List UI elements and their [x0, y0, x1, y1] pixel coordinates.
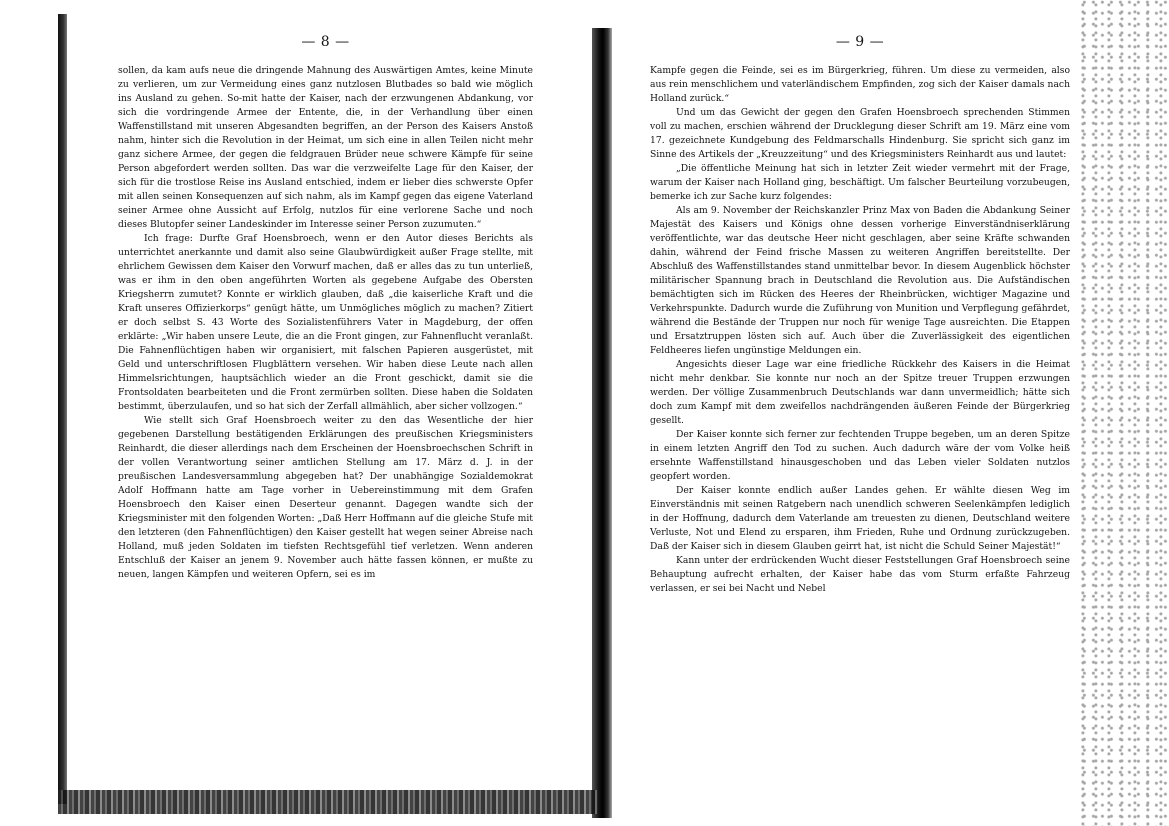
scan-left-edge: [58, 14, 67, 804]
paragraph: Und um das Gewicht der gegen den Grafen Hoensbroech sprechenden Stimmen voll zu machen, erschien während der Drucklegung dieser Schrift am 19. März eine vom 17. gezeichnete Kundgebung des Feldmarschalls Hindenburg. Sie spricht sich ganz im Sinne des Artikels der „Kreuzzeitung“ und des Kriegsministers Reinhardt aus und lautet:: [650, 107, 1070, 160]
quote-paragraph: Angesichts dieser Lage war eine friedliche Rückkehr des Kaisers in die Heimat nicht mehr denkbar. Sie konnte nur noch an der Spitze treuer Truppen erzwungen werden. Der völlige Zusammenbruch Deutschlands war dann unvermeidlich; hätte sich doch zum Kampf mit dem zweifellos nachdrängenden äußeren Feinde der Bürgerkrieg gesellt.: [650, 359, 1070, 426]
paragraph: Kann unter der erdrückenden Wucht dieser Feststellungen Graf Hoensbroech seine Behauptung aufrecht erhalten, der Kaiser habe das vom Sturm erfaßte Fahrzeug verlassen, er sei bei Nacht und Nebel: [650, 555, 1070, 594]
left-page-body: [118, 64, 533, 582]
book-spine-shadow: [592, 28, 612, 818]
left-page: [118, 32, 533, 582]
paragraph: sollen, da kam aufs neue die dringende Mahnung des Auswärtigen Amtes, keine Minute zu verlieren, um zur Vermeidung eines ganz nutzlosen Blutbades so bald wie möglich ins Ausland zu gehen. So-mit hatte der Kaiser, nach der erzwungenen Abdankung, vor sich die vordringende Armee der Entente, die, in der Verhandlung über einen Waffenstillstand mit unseren Abgesandten begriffen, an der Person des Kaisers Anstoß nahm, hinter sich die Revolution in der Heimat, um sich eine in allen Teilen nicht mehr ganz sichere Armee, der gegen die feldgrauen Brüder neue schwere Kämpfe für seine Person abgefordert werden sollten. Das war die verzweifelte Lage für den Kaiser, der sich für die trostlose Reise ins Ausland entschied, indem er lieber dies schwerste Opfer mit allen seinen Konsequenzen auf sich nahm, als im Kampf gegen das eigene Vaterland seiner Armee ohne Aussicht auf Erfolg, nutzlos für eine verlorene Sache und noch dieses Blutopfer seiner Landeskinder im Interesse seiner Person zuzumuten.“: [118, 65, 533, 230]
quote-paragraph: Der Kaiser konnte endlich außer Landes gehen. Er wählte diesen Weg im Einverständnis mit seinen Ratgebern nach unendlich schweren Seelenkämpfen lediglich in der Hoffnung, dadurch dem Vaterlande am treuesten zu dienen, Deutschland weitere Verluste, Not und Elend zu ersparen, ihm Frieden, Ruhe und Ordnung zurückzugeben. Daß der Kaiser sich in diesem Glauben geirrt hat, ist nicht die Schuld Seiner Majestät!“: [650, 485, 1070, 552]
page-number-left: — 8 —: [301, 34, 350, 50]
paragraph: Ich frage: Durfte Graf Hoensbroech, wenn er den Autor dieses Berichts als unterrichtet anerkannte und damit also seine Glaubwürdigkeit außer Frage stellte, mit ehrlichem Gewissen dem Kaiser den Vorwurf machen, daß er alles das zu tun unterließ, was er ihm in den oben angeführten Worten als gegebene Aufgabe des Obersten Kriegsherrn zumutet? Konnte er wirklich glauben, daß „die kaiserliche Kraft und die Kraft unseres Offizierkorps“ genügt hätte, um Unmögliches möglich zu machen? Zitiert er doch selbst S. 43 Worte des Sozialistenführers Vater in Magdeburg, der offen erklärte: „Wir haben unsere Leute, die an die Front gingen, zur Fahnenflucht veranlaßt. Die Fahnenflüchtigen haben wir organisiert, mit falschen Papieren ausgerüstet, mit Geld und unterschriftlosen Flugblättern versehen. Wir haben diese Leute nach allen Himmelsrichtungen, hauptsächlich wieder an die Front geschickt, damit sie die Frontsoldaten bearbeiteten und die Front zermürben sollten. Diese haben die Soldaten bestimmt, überzulaufen, und so hat sich der Zerfall allmählich, aber sicher vollzogen.“: [118, 233, 533, 412]
scan-right-speckle: [1079, 0, 1169, 826]
page-number-right: — 9 —: [835, 34, 885, 50]
right-page: [650, 32, 1070, 596]
quote-paragraph: Der Kaiser konnte sich ferner zur fechtenden Truppe begeben, um an deren Spitze in einem letzten Angriff den Tod zu suchen. Auch dadurch wäre der vom Volke heiß ersehnte Waffenstillstand hinausgeschoben und das Leben vieler Soldaten nutzlos geopfert worden.: [650, 429, 1070, 482]
right-page-body: [650, 64, 1070, 596]
quote-paragraph: Als am 9. November der Reichskanzler Prinz Max von Baden die Abdankung Seiner Majestät des Kaisers und Königs ohne dessen vorherige Einverständniserklärung veröffentlichte, war das deutsche Heer nicht geschlagen, aber seine Kräfte schwanden dahin, während der Feind frische Massen zu weiteren Angriffen bereitstellte. Der Abschluß des Waffenstillstandes stand unmittelbar bevor. In diesem Augenblick höchster militärischer Spannung brach in Deutschland die Revolution aus. Die Aufständischen bemächtigten sich im Rücken des Heeres der Rheinbrücken, wichtiger Magazine und Verkehrspunkte. Dadurch wurde die Zuführung von Munition und Verpflegung gefährdet, während die Bestände der Truppen nur noch für wenige Tage ausreichten. Die Etappen und Ersatztruppen lösten sich auf. Auch über die Zuverlässigkeit des eigentlichen Feldheeres liefen ungünstige Meldungen ein.: [650, 205, 1070, 356]
paragraph: Kampfe gegen die Feinde, sei es im Bürgerkrieg, führen. Um diese zu vermeiden, also aus rein menschlichem und vaterländischem Empfinden, zog sich der Kaiser damals nach Holland zurück.“: [650, 65, 1070, 104]
paragraph: Wie stellt sich Graf Hoensbroech weiter zu den das Wesentliche der hier gegebenen Darstellung bestätigenden Erklärungen des preußischen Kriegsministers Reinhardt, die dieser allerdings nach dem Erscheinen der Hoensbroechschen Schrift in der vollen Verantwortung seiner amtlichen Stellung am 17. März d. J. in der preußischen Landesversammlung abgegeben hat? Der unabhängige Sozialdemokrat Adolf Hoffmann hatte am Tage vorher in Uebereinstimmung mit dem Grafen Hoensbroech den Kaiser einen Deserteur genannt. Dagegen wandte sich der Kriegsminister mit den folgenden Worten: „Daß Herr Hoffmann auf die gleiche Stufe mit den letzteren (den Fahnenflüchtigen) den Kaiser gestellt hat wegen seiner Abreise nach Holland, muß jeden Soldaten im tiefsten Rechtsgefühl tief verletzen. Wenn anderen Entschluß der Kaiser an jenem 9. November auch hätte fassen können, er mußte zu neuen, langen Kämpfen und weiteren Opfern, sei es im: [118, 415, 533, 580]
scan-bottom-artifact: [58, 790, 598, 814]
quote-paragraph: „Die öffentliche Meinung hat sich in letzter Zeit wieder vermehrt mit der Frage, warum der Kaiser nach Holland ging, beschäftigt. Um falscher Beurteilung vorzubeugen, bemerke ich zur Sache kurz folgendes:: [650, 163, 1070, 202]
